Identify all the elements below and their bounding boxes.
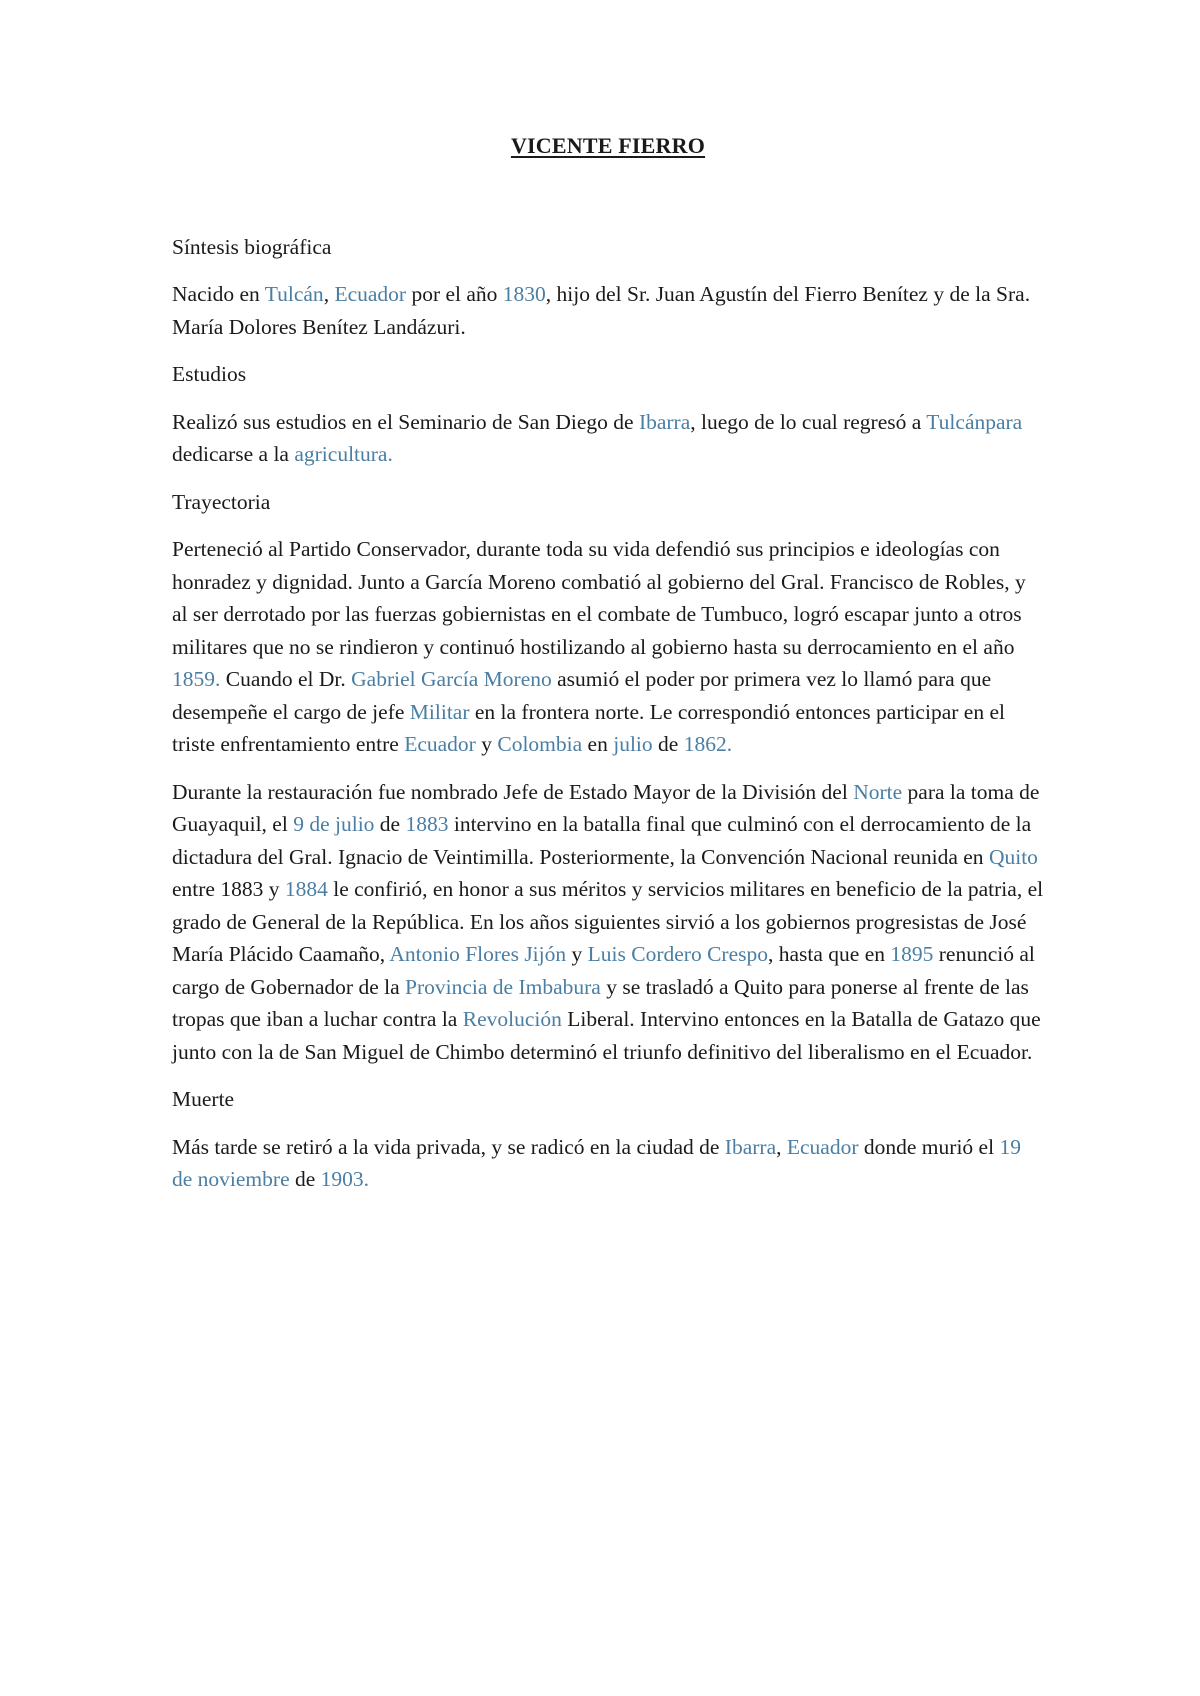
text-run: Durante la restauración fue nombrado Jefe de Estado Mayor de la División del	[172, 779, 854, 804]
text-run: Liberal. Intervino entonces en la Batalla de Gatazo que junto con la de San Miguel de Chimbo determinó el triunfo definitivo del liberalismo en el Ecuador.	[172, 1007, 1041, 1064]
text-run: ,	[323, 282, 335, 306]
section-heading-sintesis	[172, 231, 1044, 264]
hyperlink[interactable]: Norte	[853, 779, 903, 804]
hyperlink[interactable]: Tulcán	[264, 282, 324, 306]
hyperlink[interactable]: Ecuador	[404, 732, 476, 756]
text-run: y	[475, 732, 498, 756]
paragraph-muerte	[172, 1131, 1044, 1196]
hyperlink[interactable]: Antonio Flores Jijón	[389, 942, 567, 966]
paragraph-estudios	[172, 406, 1044, 471]
text-run: ,	[776, 1134, 787, 1159]
hyperlink[interactable]: julio	[613, 732, 653, 756]
text-run: Nacido en	[172, 282, 265, 306]
paragraph-trayectoria-2	[172, 776, 1044, 1069]
hyperlink[interactable]: Colombia	[497, 732, 583, 756]
section-heading-estudios	[172, 358, 1044, 391]
text-run: , hijo del Sr. Juan Agustín del Fierro Benítez y de la Sra. María Dolores Benítez Landázuri.	[172, 282, 1031, 339]
text-run: , luego de lo cual regresó a	[690, 409, 927, 434]
text-run: Muerte	[172, 1087, 235, 1111]
text-run: Trayectoria	[172, 489, 271, 514]
text-run: para la toma de Guayaquil, el	[172, 779, 1040, 836]
hyperlink[interactable]: Ecuador	[334, 282, 407, 306]
hyperlink[interactable]: 19 de noviembre	[172, 1134, 1021, 1191]
hyperlink[interactable]: 9 de julio	[293, 812, 375, 836]
text-run: en	[582, 732, 614, 756]
document-page	[172, 130, 1044, 1211]
hyperlink[interactable]: Ibarra	[638, 409, 691, 434]
text-run: y se trasladó a Quito para ponerse al frente de las tropas que iban a luchar contra la	[172, 974, 1029, 1031]
text-run: por el año	[406, 282, 503, 306]
hyperlink[interactable]: Ibarra	[724, 1134, 777, 1159]
hyperlink[interactable]: Revolución	[462, 1007, 562, 1031]
section-heading-muerte	[172, 1083, 1044, 1116]
hyperlink[interactable]: 1830	[502, 282, 546, 306]
text-run: renunció al cargo de Gobernador de la	[172, 942, 1035, 999]
hyperlink[interactable]: 1883	[405, 812, 449, 836]
hyperlink[interactable]: 1895	[890, 942, 934, 966]
text-run: Realizó sus estudios en el Seminario de San Diego de	[172, 409, 639, 434]
text-run: Perteneció al Partido Conservador, durante toda su vida defendió sus principios e ideologías con honradez y dignidad. Junto a García Moreno combatió al gobierno del Gral. Francisco de Robles, y al ser derrotado por las fuerzas gobiernistas en el combate de Tumbuco, logró escapar junto a otros militares que no se rindieron y continuó hostilizando al gobierno hasta su derrocamiento en el año	[172, 537, 1026, 659]
hyperlink[interactable]: 1884	[284, 877, 328, 901]
hyperlink[interactable]: Tulcán	[926, 409, 986, 434]
hyperlink[interactable]: Quito	[988, 844, 1038, 869]
hyperlink[interactable]: 1903.	[320, 1167, 370, 1191]
text-run: de	[289, 1167, 321, 1191]
text-run: asumió el poder por primera vez lo llamó para que desempeñe el cargo de jefe	[172, 667, 992, 724]
paragraph-trayectoria-1	[172, 533, 1044, 761]
text-run: Estudios	[172, 362, 247, 386]
text-run: y	[566, 942, 588, 966]
section-heading-trayectoria	[172, 486, 1044, 519]
hyperlink[interactable]: Ecuador	[786, 1134, 859, 1159]
text-run: entre 1883 y	[172, 877, 285, 901]
text-run: , hasta que en	[767, 942, 891, 966]
text-run: de	[374, 812, 406, 836]
hyperlink[interactable]: Gabriel García Moreno	[351, 667, 552, 691]
text-run: Cuando el Dr.	[220, 667, 352, 691]
hyperlink[interactable]: Luis Cordero Crespo	[587, 942, 768, 966]
text-run: donde murió el	[858, 1134, 1000, 1159]
hyperlink[interactable]: agricultura.	[294, 442, 393, 466]
text-run: intervino en la batalla final que culminó con el derrocamiento de la dictadura del Gral. Ignacio de Veintimilla. Posteriormente, la Convención Nacional reunida en	[172, 812, 1032, 869]
text-run: en la frontera norte. Le correspondió entonces participar en el triste enfrentamiento entre	[172, 699, 1005, 756]
hyperlink[interactable]: Provincia de Imbabura	[405, 974, 601, 999]
text-run: dedicarse a la	[172, 442, 295, 466]
hyperlink[interactable]: Militar	[409, 699, 470, 724]
document-title: VICENTE FIERRO	[510, 133, 706, 158]
text-run: de	[652, 732, 684, 756]
hyperlink[interactable]: 1862.	[683, 732, 733, 756]
text-run: le confirió, en honor a sus méritos y servicios militares en beneficio de la patria, el grado de General de la República. En los años siguientes sirvió a los gobiernos progresistas de José María Plácido Caamaño,	[172, 877, 1044, 966]
text-run: Más tarde se retiró a la vida privada, y se radicó en la ciudad de	[172, 1134, 725, 1159]
hyperlink[interactable]: para	[985, 409, 1023, 434]
hyperlink[interactable]: 1859.	[172, 667, 221, 691]
document-body	[172, 231, 1044, 1196]
paragraph-nacimiento	[172, 278, 1044, 343]
text-run: Síntesis biográfica	[172, 234, 332, 259]
